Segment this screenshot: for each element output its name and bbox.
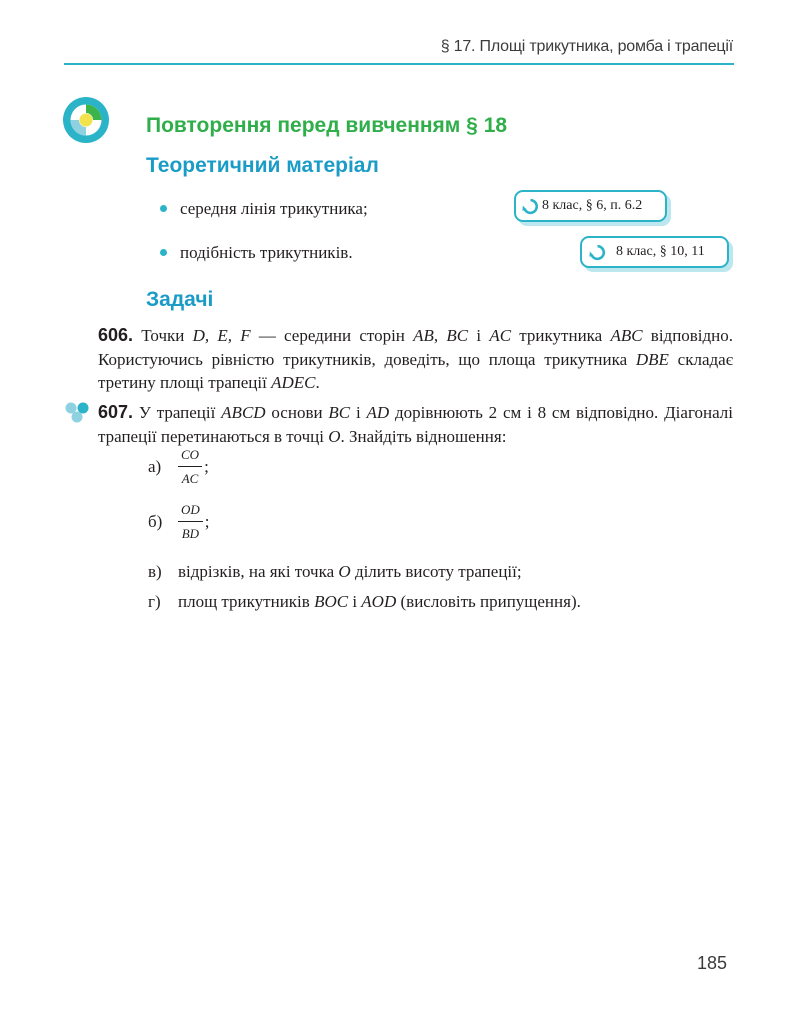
reference-text: 8 клас, § 10, 11 <box>616 244 705 259</box>
bullet-dot <box>160 205 167 212</box>
refresh-icon <box>522 198 539 215</box>
theory-bullet <box>160 243 353 263</box>
subtask-b: б) $\frac{OD}{BD}$ ; <box>148 502 210 541</box>
bullet-text: середня лінія трикутника; <box>180 199 368 218</box>
subtask-label: а) <box>148 457 162 476</box>
bullet-dot <box>160 249 167 256</box>
subtask-label: г) <box>148 592 161 611</box>
reference-text: 8 клас, § 6, п. 6.2 <box>542 198 643 213</box>
page-number: 185 <box>697 953 728 973</box>
fraction: $\frac{OD}{BD}$ <box>178 502 203 542</box>
repetition-icon <box>62 96 110 144</box>
difficulty-icon <box>64 401 90 423</box>
reference-box <box>580 236 729 268</box>
task-number: 607. <box>98 402 134 422</box>
refresh-icon <box>589 244 606 261</box>
running-head: § 17. Площі трикутника, ромба і трапеції <box>440 38 733 55</box>
subtask-a: а) $\frac{CO}{AC}$ ; <box>148 447 209 486</box>
subtask-label: в) <box>148 562 162 581</box>
bullet-text: подібність трикутників. <box>180 243 353 262</box>
theory-bullet <box>160 199 368 219</box>
subtask-v: в) відрізків, на які точка O ділить висоту трапеції; <box>148 562 522 581</box>
section-title: Повторення перед вивченням § 18 <box>146 114 508 137</box>
header-rule <box>64 63 734 65</box>
subtask-g: г) площ трикутників BOC і AOD (висловіть припущення). <box>148 592 581 611</box>
task-607: 607. У трапеції ABCD основи BC і AD дорівнюють 2 см і 8 см відповідно. Діагоналі трапеції перетинаються в точці O. Знайдіть відношення: <box>98 402 733 446</box>
tasks-title: Задачі <box>146 288 214 311</box>
fraction: $\frac{CO}{AC}$ <box>178 447 202 487</box>
theory-title: Теоретичний матеріал <box>146 154 379 177</box>
task-606: 606. Точки D, E, F — середини сторін AB, BC і AC трикутника ABC відповідно. Користуючись рівністю трикутників, доведіть, що площа трикутника DBE складає третину площі трапеції ADEC. <box>98 325 734 392</box>
reference-box <box>514 190 667 222</box>
subtask-label: б) <box>148 512 163 531</box>
task-number: 606. <box>98 325 134 345</box>
